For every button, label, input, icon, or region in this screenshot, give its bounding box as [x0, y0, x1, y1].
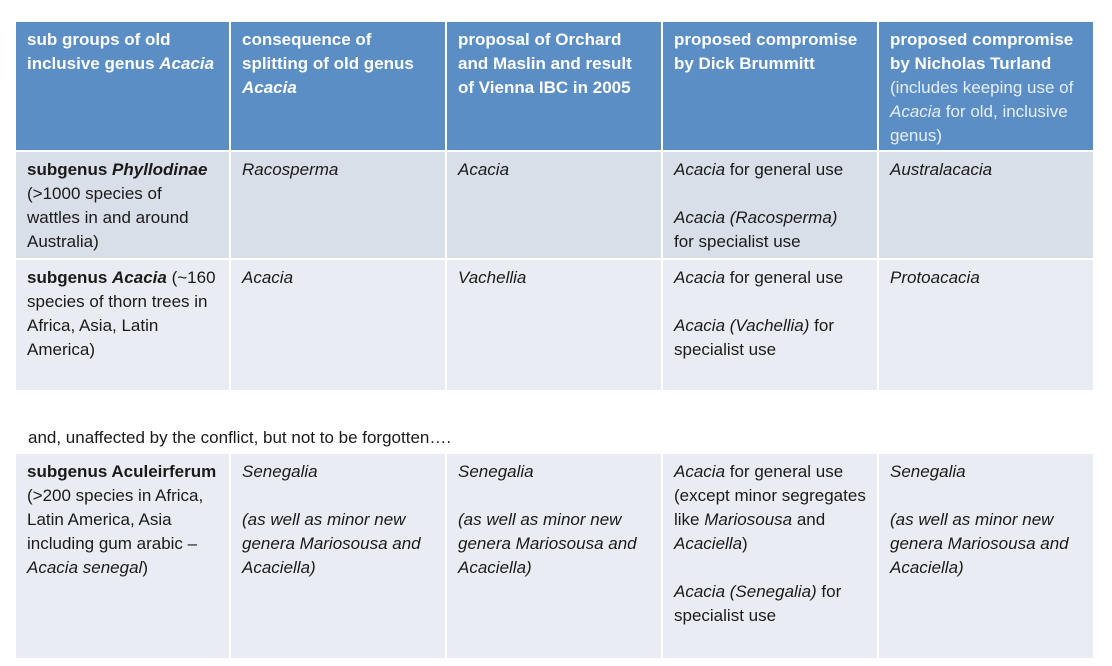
header-text-italic: Acacia — [159, 54, 215, 73]
cell-text: ) — [142, 558, 148, 577]
cell-text-italic: Acacia (Vachellia) — [674, 316, 810, 335]
cell-text-italic: Senegalia — [890, 462, 966, 481]
cell-text-italic: (as well as minor new genera Mariosousa and Acaciella) — [890, 510, 1069, 577]
cell-text: for general use — [725, 268, 844, 287]
cell-text-italic: Acacia (Senegalia) — [674, 582, 817, 601]
cell-text: and — [792, 510, 826, 529]
table-cell — [447, 454, 663, 658]
table-cell — [879, 454, 1093, 658]
table-row — [16, 454, 1093, 658]
cell-text-italic: Australacacia — [890, 160, 993, 179]
cell-text: (>1000 species of wattles in and around Australia) — [27, 184, 189, 251]
header-subtext-italic: Acacia — [890, 102, 942, 121]
table-cell — [231, 260, 447, 390]
header-text: consequence of splitting of old genus — [242, 30, 414, 73]
header-text: proposal of Orchard and Maslin and result of Vienna IBC in 2005 — [458, 30, 632, 97]
table-cell — [16, 260, 231, 390]
header-text: proposed compromise by Nicholas Turland — [890, 30, 1074, 73]
table-cell — [231, 152, 447, 258]
cell-text: (>200 species in Africa, Latin America, Asia including gum arabic – — [27, 486, 204, 553]
cell-text: (~160 species of thorn trees in Africa, Asia, Latin America) — [27, 268, 216, 359]
cell-text-italic: (as well as minor new genera Mariosousa and Acaciella) — [242, 510, 421, 577]
table-cell — [663, 260, 879, 390]
header-subtext-part: (includes keeping use of — [890, 78, 1074, 97]
cell-text-italic: Vachellia — [458, 268, 527, 287]
cell-text: for general use (except minor segregates like — [674, 462, 866, 529]
cell-text-italic: Mariosousa — [704, 510, 793, 529]
cell-text: for general use — [725, 160, 844, 179]
cell-text-italic: Acacia (Racosperma) — [674, 208, 838, 227]
table-cell — [879, 260, 1093, 390]
cell-text-italic: Acacia — [674, 268, 726, 287]
header-cell-brummitt — [663, 22, 879, 150]
header-text: proposed compromise by Dick Brummitt — [674, 30, 858, 73]
header-cell-orchard-maslin — [447, 22, 663, 150]
cell-text-bold-italic: Acacia — [112, 268, 167, 287]
header-cell-consequence — [231, 22, 447, 150]
cell-text-italic: Acacia — [674, 462, 726, 481]
table-cell — [16, 454, 231, 658]
cell-text: for specialist use — [674, 582, 842, 625]
table-cell — [663, 454, 879, 658]
cell-text-italic: Acacia — [674, 160, 726, 179]
cell-text: for specialist use — [674, 232, 801, 251]
cell-text-italic: Acacia — [458, 160, 510, 179]
table-cell — [231, 454, 447, 658]
cell-text-italic: Acacia senegal — [27, 558, 143, 577]
cell-text: ) — [742, 534, 748, 553]
header-subtext-part: for old, inclusive genus) — [890, 102, 1068, 145]
table-header-row — [16, 22, 1093, 150]
table-row — [16, 260, 1093, 390]
cell-text: for specialist use — [674, 316, 834, 359]
header-text: sub groups of old inclusive genus — [27, 30, 171, 73]
cell-text-italic: (as well as minor new genera Mariosousa and Acaciella) — [458, 510, 637, 577]
note-text: and, unaffected by the conflict, but not to be forgotten…. — [28, 428, 452, 447]
cell-text-bold: subgenus — [27, 160, 113, 179]
cell-text-italic: Senegalia — [458, 462, 534, 481]
cell-text-italic: Racosperma — [242, 160, 339, 179]
header-cell-turland — [879, 22, 1093, 150]
table-row — [16, 152, 1093, 258]
cell-text-bold: subgenus Aculeirferum — [27, 462, 217, 481]
table-cell — [447, 260, 663, 390]
table-cell — [447, 152, 663, 258]
header-subtext — [890, 78, 1073, 145]
header-text-italic: Acacia — [242, 78, 297, 97]
cell-text-italic: Acaciella — [674, 534, 743, 553]
cell-text-italic: Senegalia — [242, 462, 318, 481]
cell-text-italic: Protoacacia — [890, 268, 980, 287]
header-cell-subgroups — [16, 22, 231, 150]
cell-text-italic: Acacia — [242, 268, 294, 287]
cell-text-bold-italic: Phyllodinae — [112, 160, 208, 179]
table-cell — [663, 152, 879, 258]
table-cell — [879, 152, 1093, 258]
cell-text-bold: subgenus — [27, 268, 113, 287]
table-cell — [16, 152, 231, 258]
